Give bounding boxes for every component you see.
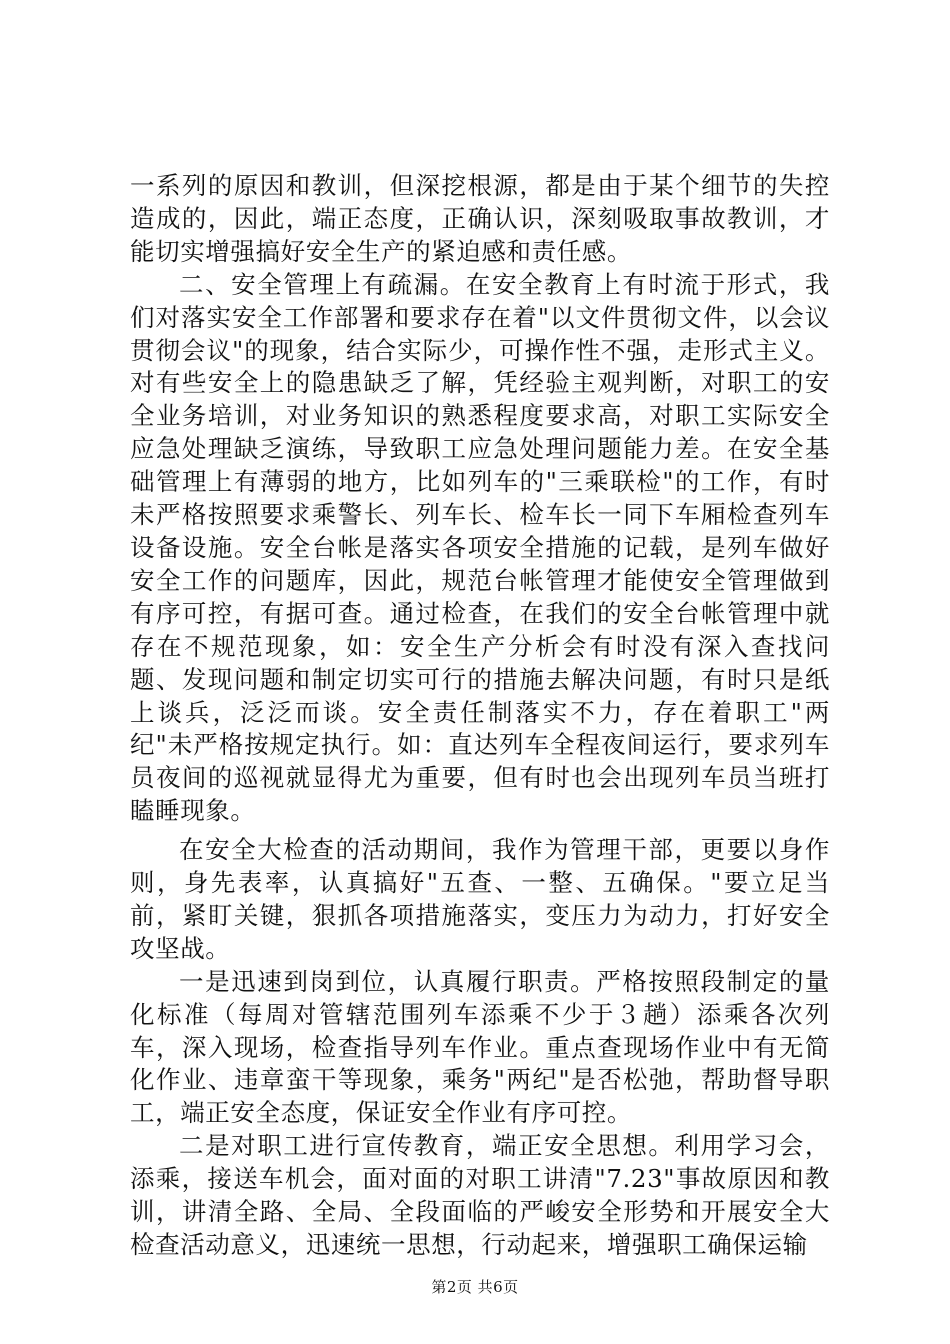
- document-body: [130, 170, 830, 1262]
- page-number-footer: 第2页 共6页: [431, 1278, 519, 1296]
- paragraph-1: 一系列的原因和教训，但深挖根源，都是由于某个细节的失控造成的，因此，端正态度，正确认识，深刻吸取事故教训，才能切实增强搞好安全生产的紧迫感和责任感。: [130, 171, 830, 266]
- paragraph-2: 二、安全管理上有疏漏。在安全教育上有时流于形式，我们对落实安全工作部署和要求存在着"以文件贯彻文件，以会议贯彻会议"的现象，结合实际少，可操作性不强，走形式主义。对有些安全上的隐患缺乏了解，凭经验主观判断，对职工的安全业务培训，对业务知识的熟悉程度要求高，对职工实际安全应急处理缺乏演练，导致职工应急处理问题能力差。在安全基础管理上有薄弱的地方，比如列车的"三乘联检"的工作，有时未严格按照要求乘警长、列车长、检车长一同下车厢检查列车设备设施。安全台帐是落实各项安全措施的记载，是列车做好安全工作的问题库，因此，规范台帐管理才能使安全管理做到有序可控，有据可查。通过检查，在我们的安全台帐管理中就存在不规范现象，如：安全生产分析会有时没有深入查找问题、发现问题和制定切实可行的措施去解决问题，有时只是纸上谈兵，泛泛而谈。安全责任制落实不力，存在着职工"两纪"未严格按规定执行。如：直达列车全程夜间运行，要求列车员夜间的巡视就显得尤为重要，但有时也会出现列车员当班打瞌睡现象。: [130, 269, 830, 826]
- paragraph-5: 二是对职工进行宣传教育，端正安全思想。利用学习会，添乘，接送车机会，面对面的对职工讲清"7.23"事故原因和教训，讲清全路、全局、全段面临的严峻安全形势和开展安全大检查活动意义，迅速统一思想，行动起来，增强职工确保运输: [130, 1131, 830, 1259]
- paragraph-3: 在安全大检查的活动期间，我作为管理干部，更要以身作则，身先表率，认真搞好"五查、一整、五确保。"要立足当前，紧盯关键，狠抓各项措施落实，变压力为动力，打好安全攻坚战。: [130, 835, 830, 963]
- paragraph-4: 一是迅速到岗到位，认真履行职责。严格按照段制定的量化标准（每周对管辖范围列车添乘不少于３趟）添乘各次列车，深入现场，检查指导列车作业。重点查现场作业中有无简化作业、违章蛮干等现象，乘务"两纪"是否松弛，帮助督导职工，端正安全态度，保证安全作业有序可控。: [130, 966, 830, 1128]
